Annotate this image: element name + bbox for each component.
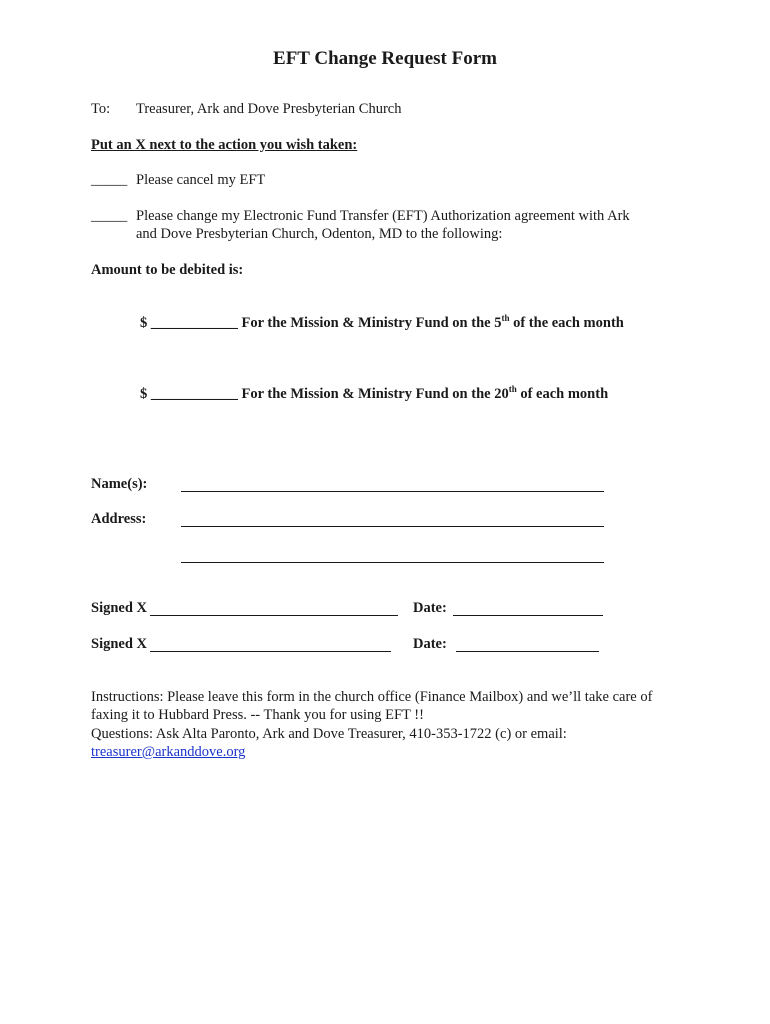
address-label: Address: — [91, 511, 147, 527]
change-option-blank[interactable]: _____ — [91, 208, 128, 224]
amount-20th-sup: th — [508, 384, 517, 395]
amount-5th-text-after: of the each month — [509, 315, 624, 331]
amount-5th-text: For the Mission & Ministry Fund on the 5 — [241, 315, 502, 331]
date-field-1[interactable] — [453, 615, 603, 616]
amount-5th-blank[interactable]: ____________ — [150, 315, 238, 331]
amount-20th-text-after: of each month — [516, 386, 609, 402]
names-label: Name(s): — [91, 476, 148, 492]
instruction-heading: Put an X next to the action you wish taken: — [91, 137, 358, 153]
instructions-line1: Instructions: Please leave this form in the church office (Finance Mailbox) and we’ll take care of — [91, 689, 653, 705]
change-option-text-line2: and Dove Presbyterian Church, Odenton, MD to the following: — [136, 226, 503, 242]
amount-20th-blank[interactable]: ____________ — [150, 386, 238, 402]
currency-symbol: $ — [140, 386, 148, 402]
signed-label-1: Signed X — [91, 600, 148, 616]
date-label-2: Date: — [413, 636, 447, 652]
questions-line: Questions: Ask Alta Paronto, Ark and Dove Treasurer, 410-353-1722 (c) or email: — [91, 726, 567, 742]
signature-field-1[interactable] — [150, 615, 398, 616]
date-field-2[interactable] — [456, 651, 599, 652]
signed-label-2: Signed X — [91, 636, 148, 652]
cancel-option-blank[interactable]: _____ — [91, 172, 128, 188]
amount-heading: Amount to be debited is: — [91, 262, 244, 278]
names-field[interactable] — [181, 491, 604, 492]
amount-row-5th — [140, 315, 624, 332]
amount-row-20th — [140, 386, 608, 403]
page-title: EFT Change Request Form — [273, 48, 497, 69]
change-option-text-line1: Please change my Electronic Fund Transfer (EFT) Authorization agreement with Ark — [136, 208, 630, 224]
treasurer-email-link[interactable]: treasurer@arkanddove.org — [91, 744, 246, 760]
address-field-line1[interactable] — [181, 526, 604, 527]
signature-field-2[interactable] — [150, 651, 391, 652]
amount-5th-sup: th — [501, 313, 510, 324]
cancel-option-text: Please cancel my EFT — [136, 172, 266, 188]
currency-symbol: $ — [140, 315, 148, 331]
address-field-line2[interactable] — [181, 562, 604, 563]
to-recipient: Treasurer, Ark and Dove Presbyterian Church — [136, 101, 402, 117]
to-label: To: — [91, 101, 111, 117]
date-label-1: Date: — [413, 600, 447, 616]
instructions-line2: faxing it to Hubbard Press. -- Thank you for using EFT !! — [91, 707, 424, 723]
amount-20th-text: For the Mission & Ministry Fund on the 20 — [241, 386, 509, 402]
